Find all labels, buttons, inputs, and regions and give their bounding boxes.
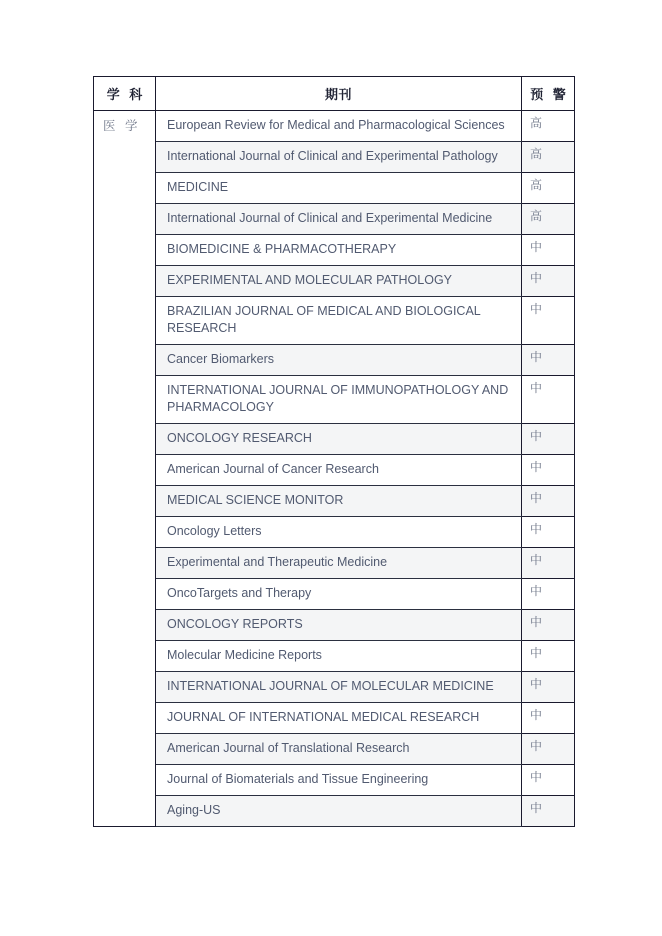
table-row [94,297,575,345]
table-row [94,703,575,734]
cell-warning-level: 中 [522,455,575,486]
cell-warning-level: 高 [522,142,575,173]
cell-warning-level: 中 [522,486,575,517]
cell-subject: 医 学 [94,111,156,827]
cell-journal-name: INTERNATIONAL JOURNAL OF MOLECULAR MEDICINE [156,672,522,703]
table-row [94,345,575,376]
column-header-journal: 期刊 [156,77,522,111]
cell-journal-name: Journal of Biomaterials and Tissue Engineering [156,765,522,796]
cell-warning-level: 中 [522,345,575,376]
cell-warning-level: 中 [522,424,575,455]
table-row [94,235,575,266]
table-row [94,204,575,235]
table-row [94,641,575,672]
cell-journal-name: BRAZILIAN JOURNAL OF MEDICAL AND BIOLOGICAL RESEARCH [156,297,522,345]
cell-journal-name: American Journal of Translational Research [156,734,522,765]
cell-warning-level: 中 [522,579,575,610]
cell-journal-name: OncoTargets and Therapy [156,579,522,610]
cell-journal-name: Molecular Medicine Reports [156,641,522,672]
table-row [94,796,575,827]
table-row [94,142,575,173]
cell-journal-name: International Journal of Clinical and Experimental Pathology [156,142,522,173]
cell-warning-level: 中 [522,734,575,765]
table-row [94,579,575,610]
table-row [94,266,575,297]
table-row [94,455,575,486]
cell-warning-level: 中 [522,610,575,641]
cell-journal-name: American Journal of Cancer Research [156,455,522,486]
table-body [94,111,575,827]
cell-journal-name: Aging-US [156,796,522,827]
cell-warning-level: 中 [522,266,575,297]
table-row [94,517,575,548]
cell-warning-level: 中 [522,548,575,579]
table-row [94,173,575,204]
cell-journal-name: Oncology Letters [156,517,522,548]
cell-warning-level: 中 [522,517,575,548]
cell-warning-level: 中 [522,672,575,703]
cell-warning-level: 高 [522,173,575,204]
cell-journal-name: INTERNATIONAL JOURNAL OF IMMUNOPATHOLOGY AND PHARMACOLOGY [156,376,522,424]
header-row [94,77,575,111]
cell-warning-level: 中 [522,641,575,672]
table-row [94,111,575,142]
cell-journal-name: International Journal of Clinical and Experimental Medicine [156,204,522,235]
journal-warning-table-container [93,76,574,827]
column-header-subject: 学 科 [94,77,156,111]
cell-warning-level: 中 [522,703,575,734]
table-row [94,734,575,765]
cell-journal-name: European Review for Medical and Pharmacological Sciences [156,111,522,142]
cell-warning-level: 中 [522,765,575,796]
cell-warning-level: 中 [522,376,575,424]
cell-journal-name: JOURNAL OF INTERNATIONAL MEDICAL RESEARCH [156,703,522,734]
table-row [94,672,575,703]
cell-warning-level: 高 [522,204,575,235]
journal-warning-table [93,76,575,827]
cell-journal-name: EXPERIMENTAL AND MOLECULAR PATHOLOGY [156,266,522,297]
cell-warning-level: 中 [522,235,575,266]
table-row [94,548,575,579]
cell-journal-name: BIOMEDICINE & PHARMACOTHERAPY [156,235,522,266]
table-row [94,765,575,796]
cell-journal-name: ONCOLOGY RESEARCH [156,424,522,455]
cell-journal-name: Cancer Biomarkers [156,345,522,376]
cell-journal-name: MEDICINE [156,173,522,204]
cell-warning-level: 中 [522,297,575,345]
cell-journal-name: ONCOLOGY REPORTS [156,610,522,641]
table-row [94,376,575,424]
cell-warning-level: 高 [522,111,575,142]
table-row [94,610,575,641]
cell-journal-name: MEDICAL SCIENCE MONITOR [156,486,522,517]
cell-journal-name: Experimental and Therapeutic Medicine [156,548,522,579]
table-row [94,486,575,517]
table-header [94,77,575,111]
cell-warning-level: 中 [522,796,575,827]
table-row [94,424,575,455]
column-header-warning: 预 警 [522,77,575,111]
